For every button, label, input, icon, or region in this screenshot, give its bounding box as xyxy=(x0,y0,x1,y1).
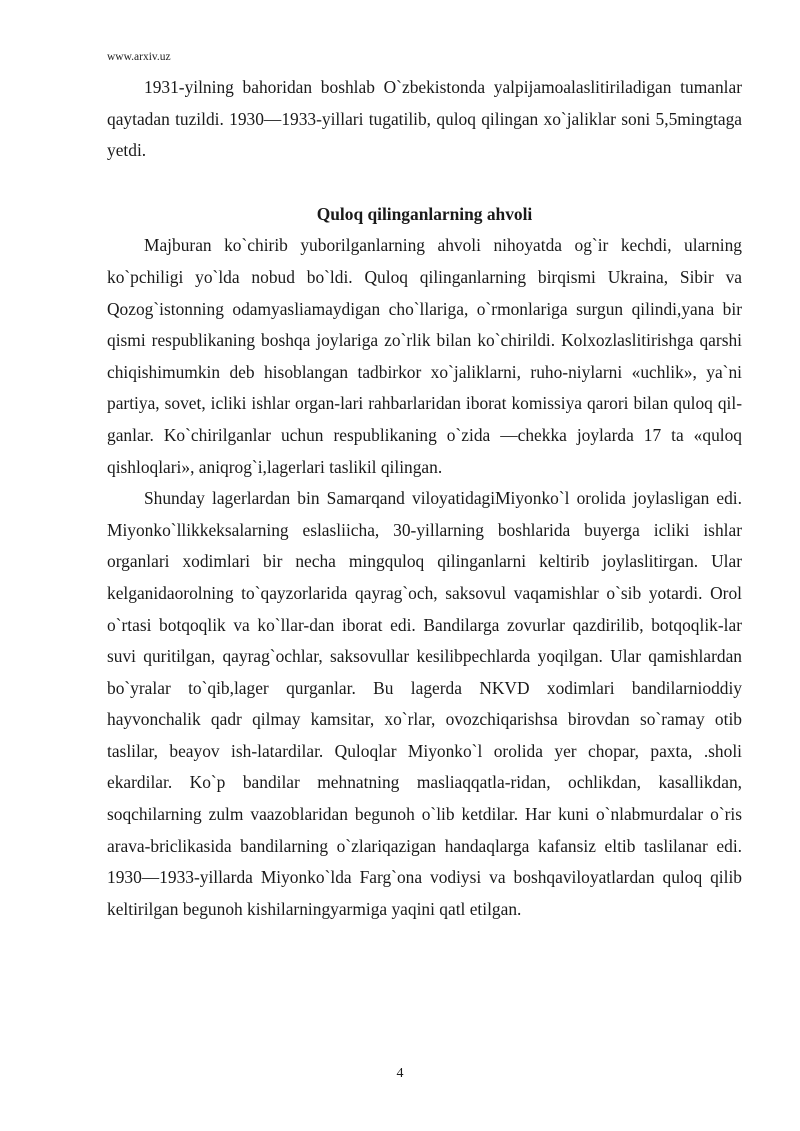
paragraph-2: Majburan ko`chirib yuborilganlarning ahvoli nihoyatda og`ir kechdi, ularning ko`pchiligi yo`lda nobud bo`ldi. Quloq qilinganlarning birqismi Ukraina, Sibir va Qozog`istonning odamyasliamaydigan cho`llariga, o`rmonlariga surgun qilindi,yana bir qismi respublikaning boshqa joylariga zo`rlik bilan ko`chirildi. Kolxozlaslitirishga qarshi chiqishimumkin deb hisoblangan tadbirkor xo`jaliklarni, ruho-niylarni «uchlik», ya`ni partiya, sovet, icliki ishlar organ-lari rahbarlaridan iborat komissiya qarori bilan quloq qil-ganlar. Ko`chirilganlar uchun respublikaning o`zida —chekka joylarda 17 ta «quloq qishloqlari», aniqrog`i,lagerlari taslikil qilingan. xyxy=(107,235,742,477)
site-url: www.arxiv.uz xyxy=(107,51,171,63)
paragraph-1: 1931-yilning bahoridan boshlab O`zbekistonda yalpijamoalaslitiriladigan tumanlar qaytadan tuzildi. 1930—1933-yillari tugatilib, quloq qilingan xo`jaliklar soni 5,5mingtaga yetdi. xyxy=(107,77,742,161)
paragraph-3: Shunday lagerlardan bin Samarqand viloyatidagiMiyonko`l orolida joylasligan edi. Miyonko`llikkeksalarning eslasliicha, 30-yillarning boshlarida buyerga icliki ishlar organlari xodimlari bir necha mingquloq qilinganlarni keltirib joylaslitirgan. Ular kelganidaorolning to`qayzorlarida qayrag`och, saksovul vaqamishlar o`sib yotardi. Orol o`rtasi botqoqlik va ko`llar-dan iborat edi. Bandilarga zovurlar qazdirilib, botqoqlik-lar suvi quritilgan, qayrag`ochlar, saksovullar kesilibpechlarda yoqilgan. Ular qamishlardan bo`yralar to`qib,lager qurganlar. Bu lagerda NKVD xodimlari bandilarnioddiy hayvonchalik qadr qilmay kamsitar, xo`rlar, ovozchiqarishsa birovdan so`ramay otib taslilar, beayov ish-latardilar. Quloqlar Miyonko`l orolida yer chopar, paxta, .sholi ekardilar. Ko`p bandilar mehnatning masliaqqatla-ridan, ochlikdan, kasallikdan, soqchilarning zulm vaazoblaridan begunoh o`lib ketdilar. Har kuni o`nlabmurdalar o`ris arava-briclikasida bandilarning o`zlariqazigan handaqlarga kafansiz eltib taslilanar edi. 1930—1933-yillarda Miyonko`lda Farg`ona vodiysi va boshqaviloyatlardan quloq qilib keltirilgan begunoh kishilarningyarmiga yaqini qatl etilgan. xyxy=(107,488,742,919)
document-body xyxy=(107,72,742,925)
section-heading: Quloq qilinganlarning ahvoli xyxy=(316,203,533,224)
page-number: 4 xyxy=(396,1066,404,1081)
